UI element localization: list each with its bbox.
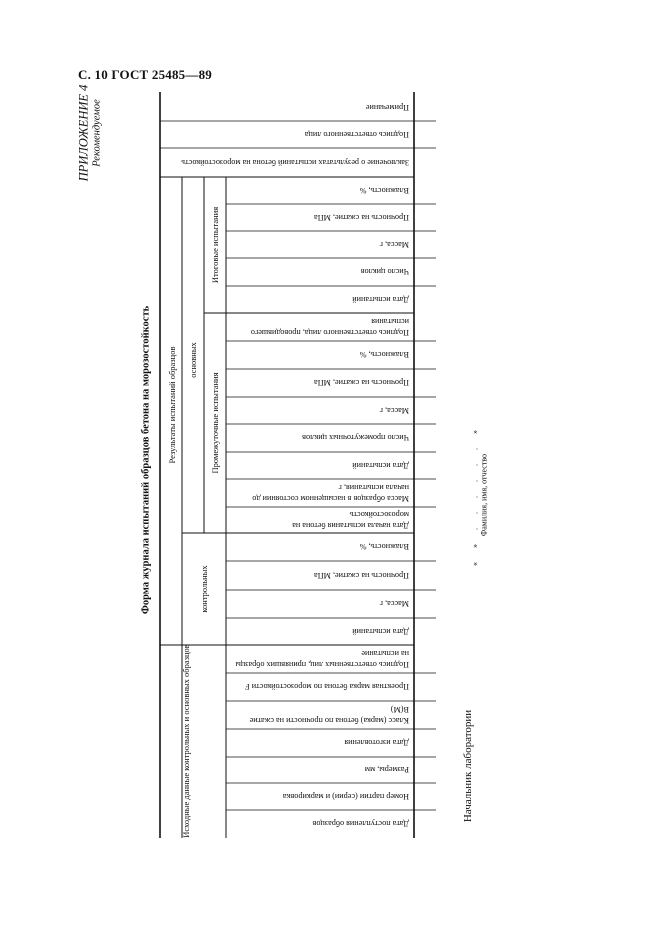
row-conclusion: Заключение о результатах испытаний бетона на морозостойкость <box>181 158 409 167</box>
acceptance-signature: Подпись ответственных лиц, принявших образцы на испытание <box>235 649 409 669</box>
saturated-mass: Масса образцов в насыщенном состоянии до начала испытания, г <box>252 483 409 503</box>
final-test-date: Дата испытаний <box>352 295 409 304</box>
intermediate-test-date: Дата испытаний <box>352 461 409 470</box>
control-humidity: Влажность, % <box>359 542 409 552</box>
batch-number: Номер партии (серии) и маркировка <box>282 792 409 801</box>
row-signature: Подпись ответственного лица <box>304 130 409 139</box>
group-main-label: основных <box>188 342 198 378</box>
intermediate-strength: Прочность на сжатие, МПа <box>314 378 409 388</box>
form-title: Форма журнала испытаний образцов бетона на морозостойкость <box>140 305 152 615</box>
dimensions: Размеры, мм <box>364 765 409 775</box>
group-intermediate-label: Промежуточные испытания <box>210 372 220 474</box>
page-header: С. 10 ГОСТ 25485—89 <box>78 67 212 82</box>
intermediate-mass: Масса, г <box>379 406 409 415</box>
receipt-date: Дата поступления образцов <box>312 819 409 829</box>
intermediate-signature: Подпись ответственного лица, проводившего испытания <box>250 317 409 337</box>
final-mass: Масса, г <box>379 240 409 249</box>
final-cycles: Число циклов <box>360 267 409 277</box>
strength-class: Класс (марка) бетона по прочности на сжатие В(М) <box>249 705 409 725</box>
manufacture-date: Дата изготовления <box>344 738 409 748</box>
test-start-date: Дата начала испытания бетона на морозостойкость <box>292 510 409 530</box>
control-strength: Прочность на сжатие, МПа <box>314 571 409 580</box>
control-test-date: Дата испытаний <box>352 627 409 636</box>
group-control-label: контрольных <box>199 565 209 613</box>
appendix-label: ПРИЛОЖЕНИЕ 4 <box>76 84 91 182</box>
control-mass: Масса, г <box>379 599 409 609</box>
appendix-note: Рекомендуемое <box>91 99 103 167</box>
date-dots: « » . . . . . . » <box>470 424 480 566</box>
group-initial-label: Исходные данные контрольных и основных образцов <box>181 644 191 838</box>
intermediate-cycles: Число промежуточных циклов <box>302 433 409 443</box>
intermediate-humidity: Влажность, % <box>359 350 409 360</box>
signature-caption: Фамилия, имя, отчество <box>479 453 489 537</box>
final-humidity: Влажность, % <box>359 186 409 195</box>
final-strength: Прочность на сжатие, МПа <box>314 213 409 222</box>
group-results-label: Результаты испытаний образцов <box>167 346 177 464</box>
design-frost-grade: Проектная марка бетона по морозостойкости F <box>245 682 409 692</box>
lab-head-label: Начальник лаборатории <box>462 709 474 823</box>
group-final-label: Итоговые испытания <box>210 206 220 284</box>
row-note: Примечание <box>365 103 409 113</box>
